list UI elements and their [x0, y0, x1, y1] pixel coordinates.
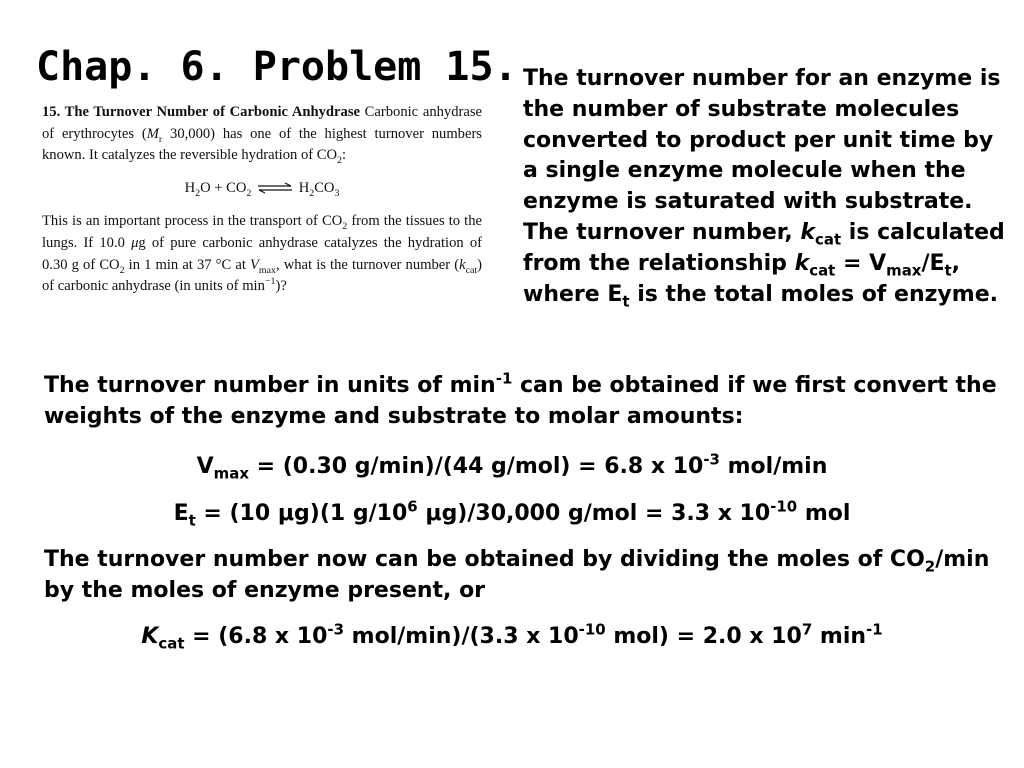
problem-heading: 15. The Turnover Number of Carbonic Anhydrase	[42, 104, 360, 120]
kcat-equation: $K_{cat} = (6.8$ x $10^{-3}$ mol/min)/(3.3 x $10^{-10}$ mol) = 2.0 x $10^7$ $\min^{-1}$	[141, 620, 883, 653]
equilibrium-arrow-icon	[257, 182, 293, 194]
reaction-equation: $H_2O + CO_2$ $H_2CO_3$	[184, 179, 340, 199]
et-equation: $E_t = (10$ μg)(1 $g/10^6$ μg)/30,000 g/mol = 3.3 x $10^{-10}$ mol	[173, 497, 851, 530]
turnover-definition: The turnover number for an enzyme is the number of substrate molecules converted to product per unit time by a single enzyme molecule when the enzyme is saturated with substrate. The turnover number, $k_{cat}$ is calculated from the relationship $k_{cat} = V_{max}/E_t$, where $E_t$ is the total moles of enzyme.	[523, 66, 1005, 310]
division-intro: The turnover number now can be obtained by dividing the moles of $CO_2/\min$ by the moles of enzyme present, or	[44, 547, 990, 603]
conversion-intro: The turnover number in units of $\min^{-1}$ can be obtained if we first convert the weights of the enzyme and substrate to molar amounts:	[44, 369, 997, 429]
slide-title: Chap. 6. Problem 15.	[36, 44, 518, 90]
textbook-excerpt	[42, 102, 482, 298]
problem-statement: 15. The Turnover Number of Carbonic Anhydrase Carbonic anhydrase of erythrocytes ($M_r$ 30,000) has one of the highest turnover numbers known. It catalyzes the reversible hydration of $CO_2$:	[42, 104, 482, 167]
problem-question: This is an important process in the transport of $CO_2$ from the tissues to the lungs. If 10.0 μg of pure carbonic anhydrase catalyzes the hydration of 0.30 g of $CO_2$ in 1 min at 37 °C at $V_{max}$, what is the turnover number $(k_{cat})$ of carbonic anhydrase (in units of $\min^{-1}$)?	[42, 213, 483, 295]
vmax-equation: $V_{max} = (0.30$ g/min)/(44 g/mol) = 6.8 x $10^{-3}$ mol/min	[196, 450, 828, 483]
